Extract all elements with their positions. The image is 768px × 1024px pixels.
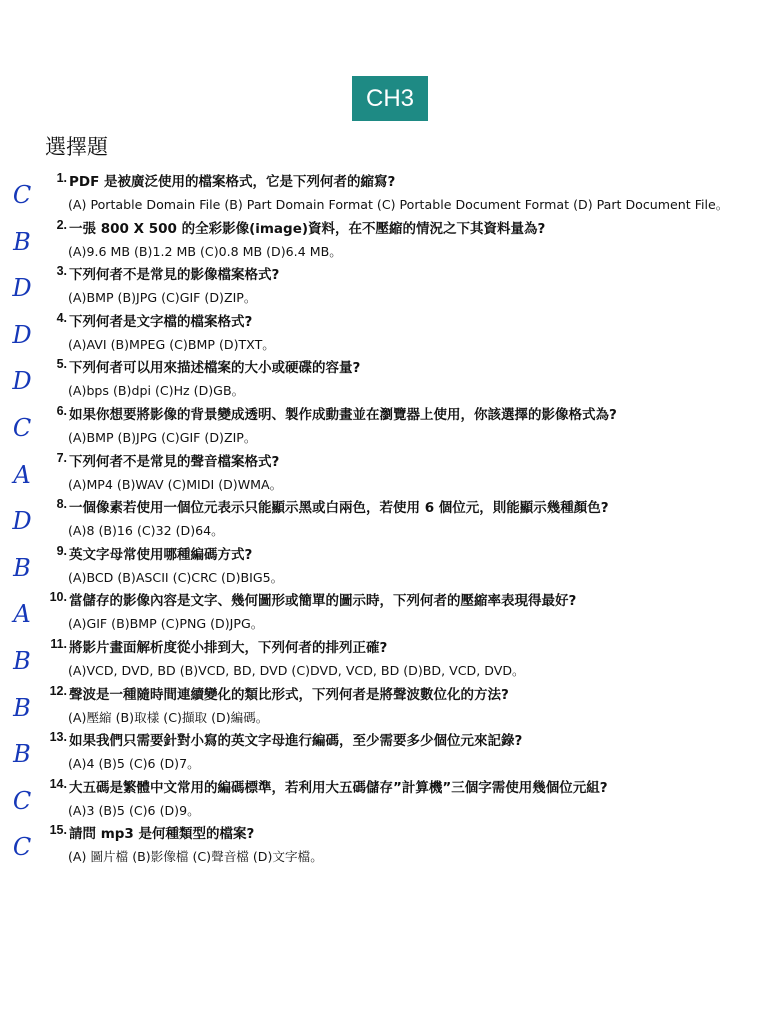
question-number: 9. [56, 543, 67, 558]
question-number: 11. [50, 636, 67, 651]
question-options: (A)9.6 MB (B)1.2 MB (C)0.8 MB (D)6.4 MB。 [68, 243, 342, 259]
question-number: 12. [49, 683, 67, 698]
question-number: 2. [56, 217, 67, 232]
question-number: 3. [56, 264, 67, 279]
question-item [0, 540, 768, 587]
question-text: 大五碼是繁體中文常用的編碼標準，若利用大五碼儲存”計算機”三個字需使用幾個位元組? [69, 779, 608, 796]
question-text: 下列何者不是常見的影像檔案格式? [69, 267, 280, 284]
question-options: (A) Portable Domain File (B) Part Domain Format (C) Portable Document Format (D) Part Document File。 [68, 197, 729, 212]
question-item [0, 167, 768, 214]
handwritten-answer: B [13, 553, 31, 582]
question-item [0, 493, 768, 540]
question-text: 當儲存的影像內容是文字、幾何圖形或簡單的圖示時，下列何者的壓縮率表現得最好? [69, 593, 577, 610]
question-text: PDF 是被廣泛使用的檔案格式，它是下列何者的縮寫? [69, 174, 396, 190]
question-text: 下列何者不是常見的聲音檔案格式? [69, 453, 280, 470]
question-item [0, 680, 768, 727]
question-item [0, 307, 768, 354]
handwritten-answer: B [13, 693, 31, 722]
question-text: 下列何者可以用來描述檔案的大小或硬碟的容量? [69, 360, 361, 377]
chapter-badge [352, 76, 428, 121]
chapter-label: CH3 [365, 84, 414, 112]
question-options: (A) 圖片檔 (B)影像檔 (C)聲音檔 (D)文字檔。 [68, 849, 323, 865]
question-options: (A)BMP (B)JPG (C)GIF (D)ZIP。 [68, 290, 257, 306]
question-item [0, 586, 768, 633]
question-item [0, 400, 768, 447]
handwritten-answer: A [13, 600, 31, 629]
question-item [0, 260, 768, 307]
handwritten-answer: D [12, 320, 32, 349]
handwritten-answer: B [13, 740, 31, 769]
question-number: 13. [49, 730, 67, 745]
handwritten-answer: C [12, 181, 32, 209]
question-text: 如果你想要將影像的背景變成透明、製作成動畫並在瀏覽器上使用，你該選擇的影像格式為? [69, 406, 617, 423]
question-item [0, 214, 768, 261]
handwritten-answer: D [12, 367, 32, 396]
question-item [0, 353, 768, 400]
question-text: 如果我們只需要針對小寫的英文字母進行編碼，至少需要多少個位元來記錄? [69, 733, 523, 750]
question-number: 15. [49, 823, 67, 838]
handwritten-answer: D [12, 274, 32, 303]
question-options: (A)BCD (B)ASCII (C)CRC (D)BIG5。 [68, 569, 284, 585]
question-text: 英文字母常使用哪種編碼方式? [69, 546, 253, 563]
question-options: (A)4 (B)5 (C)6 (D)7。 [68, 756, 200, 772]
question-item [0, 773, 768, 820]
question-text: 請問 mp3 是何種類型的檔案? [69, 826, 255, 843]
question-options: (A)GIF (B)BMP (C)PNG (D)JPG。 [68, 616, 264, 632]
question-number: 4. [56, 310, 67, 325]
question-text: 下列何者是文字檔的檔案格式? [69, 313, 253, 330]
question-options: (A)3 (B)5 (C)6 (D)9。 [68, 802, 200, 818]
question-options: (A)8 (B)16 (C)32 (D)64。 [68, 523, 224, 539]
question-text: 將影片畫面解析度從小排到大，下列何者的排列正確? [69, 639, 388, 656]
question-number: 5. [56, 357, 67, 372]
question-text: 一個像素若使用一個位元表示只能顯示黑或白兩色，若使用 6 個位元，則能顯示幾種顏色? [69, 500, 609, 517]
question-options: (A)壓縮 (B)取樣 (C)擷取 (D)編碼。 [68, 709, 269, 725]
question-text: 一張 800 X 500 的全彩影像(image)資料，在不壓縮的情況之下其資料量為? [69, 220, 546, 237]
question-text: 聲波是一種隨時間連續變化的類比形式，下列何者是將聲波數位化的方法? [69, 686, 509, 703]
question-item [0, 447, 768, 494]
question-number: 1. [56, 171, 67, 185]
question-number: 6. [56, 403, 67, 418]
handwritten-answer: A [13, 460, 31, 489]
question-options: (A)VCD, DVD, BD (B)VCD, BD, DVD (C)DVD, VCD, BD (D)BD, VCD, DVD。 [68, 662, 525, 678]
question-options: (A)AVI (B)MPEG (C)BMP (D)TXT。 [68, 336, 275, 352]
question-item [0, 819, 768, 866]
question-options: (A)MP4 (B)WAV (C)MIDI (D)WMA。 [68, 476, 283, 492]
handwritten-answer: B [13, 227, 31, 256]
handwritten-answer: B [13, 646, 31, 675]
question-options: (A)BMP (B)JPG (C)GIF (D)ZIP。 [68, 429, 257, 445]
question-number: 14. [49, 776, 67, 791]
handwritten-answer: C [12, 833, 32, 862]
question-number: 8. [56, 497, 67, 512]
section-title: 選擇題 [45, 135, 108, 159]
question-item [0, 633, 768, 680]
handwritten-answer: C [12, 413, 32, 442]
question-options: (A)bps (B)dpi (C)Hz (D)GB。 [68, 383, 245, 399]
question-item [0, 726, 768, 773]
question-number: 10. [49, 590, 67, 605]
handwritten-answer: C [12, 786, 32, 815]
question-number: 7. [56, 450, 67, 465]
question-list [0, 167, 768, 866]
handwritten-answer: D [12, 507, 32, 536]
